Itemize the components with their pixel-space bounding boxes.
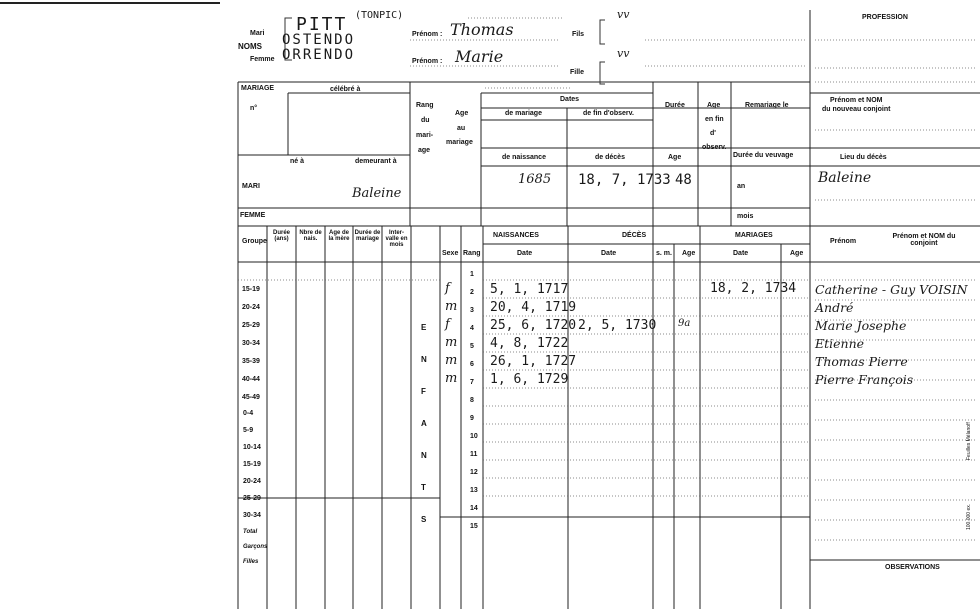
enfants-letter: F (421, 387, 426, 396)
fille-label: Fille (570, 69, 585, 76)
col-sexe: Sexe (442, 250, 459, 257)
de-mariage-label: de mariage (505, 110, 542, 117)
child-marriage-date: 18, 2, 1734 (710, 281, 797, 296)
child-birth-date: 1, 6, 1729 (490, 372, 569, 387)
duree-label: Durée (665, 102, 685, 109)
observations-label: OBSERVATIONS (885, 564, 940, 571)
an-label: an (737, 183, 746, 190)
rank-number: 2 (470, 289, 474, 296)
age-group-bottom: Garçons (243, 544, 268, 550)
age-group-top: 20-24 (242, 304, 260, 311)
marriage-femme-label: FEMME (240, 212, 266, 219)
naissance-label: de naissance (502, 154, 546, 161)
enfants-letter: N (421, 451, 427, 460)
dates-label: Dates (560, 96, 580, 103)
enfants-letter: T (421, 483, 426, 492)
prenom-nom-label: Prénom et NOM (830, 97, 883, 104)
child-birth-date: 5, 1, 1717 (490, 282, 569, 297)
age2-label: Age (668, 154, 682, 161)
au-label: au (457, 125, 466, 132)
femme-name: ORRENDO (282, 47, 356, 63)
child-prenom: Marie Josephe (815, 318, 907, 333)
profession-label: PROFESSION (862, 14, 908, 21)
mari-label: Mari (250, 30, 265, 37)
deces-value: 18, 7, 1733 (578, 172, 671, 188)
rank-number: 9 (470, 415, 474, 422)
age-group-bottom: 0-4 (243, 410, 254, 417)
col-rang: Rang (463, 250, 481, 257)
side-print-2: 100.000 ex. (966, 503, 972, 530)
d-label: d' (710, 130, 716, 137)
enfants-letter: S (421, 515, 427, 524)
child-prenom: Catherine - Guy VOISIN (815, 282, 968, 297)
age-group-top: 45-49 (242, 394, 260, 401)
noms-label: NOMS (238, 42, 262, 51)
child-sexe: f (445, 281, 450, 296)
child-sexe: m (445, 353, 458, 368)
fils-mark: vv (617, 8, 630, 21)
age-group-top: 15-19 (242, 286, 260, 293)
child-sexe: m (445, 299, 458, 314)
child-prenom: André (815, 300, 854, 315)
femme-prenom-value: Marie (455, 47, 504, 66)
col-duree-mariage: Durée de mariage (354, 230, 381, 242)
demeurant-value: Baleine (352, 186, 402, 201)
col-duree-ans: Durée (ans) (272, 230, 290, 242)
enfants-letter: N (421, 355, 427, 364)
col-nbre-nais: Nbre de nais. (299, 230, 322, 242)
demeurant-label: demeurant à (355, 158, 397, 165)
age-group-bottom: 20-24 (243, 478, 261, 485)
age-group-bottom: 5-9 (243, 427, 254, 434)
fille-mark: vv (617, 47, 630, 60)
numero-label: n° (250, 105, 258, 112)
nouveau-conjoint-label: du nouveau conjoint (822, 106, 891, 113)
rank-number: 11 (470, 451, 478, 458)
col-groupe: Groupe (242, 238, 267, 245)
femme-label: Femme (250, 56, 275, 63)
side-print-1: Feuilles Mélanoff (966, 422, 972, 460)
col-deces-date: Date (601, 250, 617, 257)
child-sexe: m (445, 335, 458, 350)
mari-name-2: OSTENDO (282, 32, 356, 48)
child-death-date: 2, 5, 1730 (578, 318, 657, 333)
child-birth-date: 20, 4, 1719 (490, 300, 577, 315)
rank-number: 14 (470, 505, 478, 512)
fin-obs-label: de fin d'observ. (583, 110, 634, 117)
rank-number: 7 (470, 379, 474, 386)
rank-number: 13 (470, 487, 478, 494)
age-group-bottom: 15-19 (243, 461, 261, 468)
col-sm: s. m. (656, 250, 672, 257)
col-naissances: NAISSANCES (493, 232, 539, 239)
deces-label: de décès (595, 154, 625, 161)
child-prenom: Thomas Pierre (815, 354, 908, 369)
au-mariage-label: mariage (446, 139, 473, 146)
col-mariage-date: Date (733, 250, 749, 257)
enfants-letter: E (421, 323, 427, 332)
rank-number: 4 (470, 325, 474, 332)
child-sexe: m (445, 371, 458, 386)
rank-number: 10 (470, 433, 478, 440)
age-group-bottom: Filles (243, 559, 259, 565)
col-naissance-date: Date (517, 250, 533, 257)
rank-number: 1 (470, 271, 474, 278)
femme-prenom-label: Prénom : (412, 58, 443, 65)
col-deces: DÉCÈS (622, 232, 647, 239)
child-death-age: 9a (678, 318, 691, 329)
child-prenom: Etienne (815, 336, 865, 351)
child-prenom: Pierre François (815, 372, 914, 387)
lieu-deces-value: Baleine (818, 170, 872, 186)
lieu-deces-label: Lieu du décès (840, 154, 887, 161)
du-label: du (421, 117, 430, 124)
age-group-top: 30-34 (242, 340, 260, 347)
mari-name-1: PITT (296, 14, 348, 35)
age-group-bottom: Total (243, 529, 258, 535)
rank-number: 3 (470, 307, 474, 314)
rank-number: 15 (470, 523, 478, 530)
celebre-label: célébré à (330, 86, 361, 93)
col-prenom-nom-conjoint: Prénom et NOM du conjoint (892, 233, 956, 247)
age-group-top: 40-44 (242, 376, 260, 383)
age-l-label: age (418, 147, 431, 154)
fils-label: Fils (572, 31, 585, 38)
mois-label: mois (737, 213, 754, 220)
child-birth-date: 26, 1, 1727 (490, 354, 577, 369)
col-deces-age: Age (682, 250, 696, 257)
rank-number: 5 (470, 343, 474, 350)
duree-veuvage-label: Durée du veuvage (733, 152, 794, 159)
age-value: 48 (675, 172, 692, 188)
observ-label: observ. (702, 144, 727, 151)
mari-prenom-value: Thomas (450, 20, 514, 39)
age-fin-label: Age (707, 102, 721, 109)
mariage-l-label: mari- (416, 132, 434, 139)
remariage-label: Remariage le (745, 102, 789, 109)
age-label: Age (455, 110, 469, 117)
naissance-value: 1685 (518, 172, 552, 187)
rank-number: 6 (470, 361, 474, 368)
age-group-top: 35-39 (242, 358, 260, 365)
en-fin-label: en fin (705, 116, 724, 123)
col-mariage-age: Age (790, 250, 804, 257)
col-intervalle: Inter-valle en mois (385, 230, 408, 248)
rank-number: 8 (470, 397, 474, 404)
mari-name-note: (TONPIC) (355, 10, 404, 21)
child-birth-date: 4, 8, 1722 (490, 336, 569, 351)
enfants-letter: A (421, 419, 427, 428)
age-group-bottom: 25-29 (243, 495, 261, 502)
age-group-bottom: 10-14 (243, 444, 261, 451)
child-sexe: f (445, 317, 450, 332)
marriage-mari-label: MARI (242, 183, 260, 190)
rang-label: Rang (416, 102, 434, 109)
child-birth-date: 25, 6, 1720 (490, 318, 577, 333)
mari-prenom-label: Prénom : (412, 31, 443, 38)
col-age-mere: Age de la mère (328, 230, 350, 242)
col-prenom: Prénom (830, 238, 857, 245)
age-group-bottom: 30-34 (243, 512, 261, 519)
age-group-top: 25-29 (242, 322, 260, 329)
mariage-label: MARIAGE (241, 85, 275, 92)
ne-a-label: né à (290, 158, 305, 165)
rank-number: 12 (470, 469, 478, 476)
col-mariages: MARIAGES (735, 232, 773, 239)
